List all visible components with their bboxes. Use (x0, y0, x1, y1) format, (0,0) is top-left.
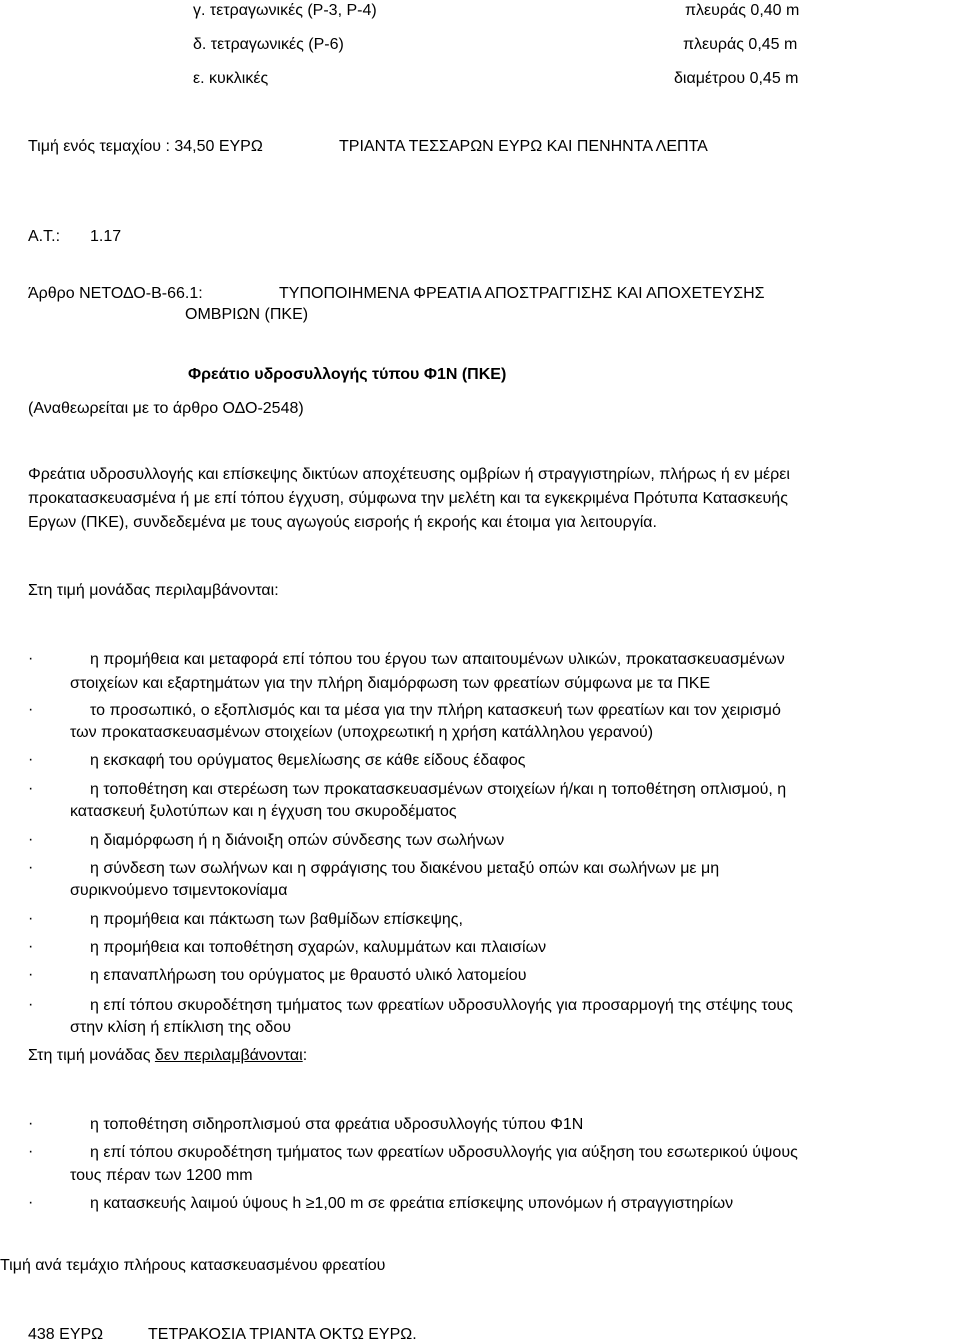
list-item-line1: το προσωπικό, ο εξοπλισμός και τα μέσα για την πλήρη κατασκευή των φρεατίων και τον χειρισμό (90, 702, 781, 719)
bullet-dot: · (28, 831, 34, 848)
list-item-line1: η διαμόρφωση ή η διάνοιξη οπών σύνδεσης των σωλήνων (90, 832, 505, 849)
list-item-line1: η τοποθέτηση σιδηροπλισμού στα φρεάτια υδροσυλλογής τύπου Φ1Ν (90, 1116, 584, 1133)
size-line-e-value: διαμέτρου 0,45 m (674, 70, 799, 87)
list-item-line1: η σύνδεση των σωλήνων και η σφράγισης του διακένου μεταξύ οπών και σωλήνων με μη (90, 860, 720, 877)
article-subtitle: Φρεάτιο υδροσυλλογής τύπου Φ1Ν (ΠΚΕ) (188, 366, 507, 383)
bullet-dot: · (28, 1143, 34, 1160)
list-item-line1: η τοποθέτηση και στερέωση των προκατασκευασμένων στοιχείων ή/και η τοποθέτηση οπλισμού, η (90, 781, 787, 798)
bullet-dot: · (28, 701, 34, 718)
bullet-dot: · (28, 938, 34, 955)
bullet-dot: · (28, 650, 34, 667)
list-item-line1: η επαναπλήρωση του ορύγματος με θραυστό υλικό λατομείου (90, 967, 527, 984)
list-item-line2: στοιχείων και εξαρτημάτων για την πλήρη διαμόρφωση των φρεατίων σύμφωνα με τα ΠΚΕ (70, 675, 711, 692)
bullet-dot: · (28, 1115, 34, 1132)
description-line-2: προκατασκευασμένα ή με επί τόπου έγχυση, σύμφωνα την μελέτη και τα εγκεκριμένα Πρότυπα Κατασκευής (28, 490, 788, 507)
list-item-line1: η προμήθεια και πάκτωση των βαθμίδων επίσκεψης, (90, 911, 463, 928)
size-line-d-label: δ. τετραγωνικές (Ρ-6) (193, 36, 344, 53)
final-price-words: ΤΕΤΡΑΚΟΣΙΑ ΤΡΙΑΝΤΑ ΟΚΤΩ ΕΥΡΩ. (148, 1326, 417, 1343)
size-line-d-value: πλευράς 0,45 m (683, 36, 798, 53)
list-item-line1: η επί τόπου σκυροδέτηση τμήματος των φρεατίων υδροσυλλογής για προσαρμογή της στέψης τους (90, 997, 793, 1014)
excluded-heading-underlined: δεν περιλαμβάνονται (154, 1047, 303, 1064)
bullet-dot: · (28, 780, 34, 797)
excluded-heading-prefix: Στη τιμή μονάδας (28, 1047, 155, 1064)
bullet-dot: · (28, 910, 34, 927)
article-title-line2: ΟΜΒΡΙΩΝ (ΠΚΕ) (185, 306, 309, 323)
description-line-3: Εργων (ΠΚΕ), συνδεδεμένα με τους αγωγούς εισροής ή εκροής και έτοιμα για λειτουργία. (28, 514, 657, 531)
revision-note: (Αναθεωρείται με το άρθρο ΟΔΟ-2548) (28, 400, 304, 417)
included-heading: Στη τιμή μονάδας περιλαμβάνονται: (28, 582, 279, 599)
size-line-c-value: πλευράς 0,40 m (685, 2, 800, 19)
list-item-line2: τους πέραν των 1200 mm (70, 1167, 253, 1184)
previous-price-label: Τιμή ενός τεμαχίου : 34,50 ΕΥΡΩ (28, 138, 263, 155)
list-item-line1: η προμήθεια και μεταφορά επί τόπου του έργου των απαιτουμένων υλικών, προκατασκευασμένων (90, 651, 785, 668)
article-title-line1: ΤΥΠΟΠΟΙΗΜΕΝΑ ΦΡΕΑΤΙΑ ΑΠΟΣΤΡΑΓΓΙΣΗΣ ΚΑΙ ΑΠΟΧΕΤΕΥΣΗΣ (279, 285, 765, 302)
description-line-1: Φρεάτια υδροσυλλογής και επίσκεψης δικτύων αποχέτευσης ομβρίων ή στραγγιστηρίων, πλήρως ή εν μέρει (28, 466, 790, 483)
at-label: Α.Τ.: (28, 228, 61, 245)
size-line-c-label: γ. τετραγωνικές (Ρ-3, Ρ-4) (193, 2, 377, 19)
list-item-line1: η επί τόπου σκυροδέτηση τμήματος των φρεατίων υδροσυλλογής για αύξηση του εσωτερικού ύψους (90, 1144, 798, 1161)
article-code: Άρθρο ΝΕΤΟΔΟ-Β-66.1: (28, 285, 203, 302)
list-item-line2: στην κλίση ή επίκλιση της οδου (70, 1019, 291, 1036)
bullet-dot: · (28, 996, 34, 1013)
bullet-dot: · (28, 859, 34, 876)
bullet-dot: · (28, 966, 34, 983)
bullet-dot: · (28, 751, 34, 768)
final-price-amount: 438 ΕΥΡΩ (28, 1326, 104, 1343)
excluded-heading (28, 1047, 307, 1065)
list-item-line2: συρικνούμενο τσιμεντοκονίαμα (70, 882, 288, 899)
unit-price-label: Τιμή ανά τεμάχιο πλήρους κατασκευασμένου φρεατίου (0, 1257, 386, 1274)
list-item-line1: η εκσκαφή του ορύγματος θεμελίωσης σε κάθε είδους έδαφος (90, 752, 526, 769)
list-item-line2: κατασκευή ξυλοτύπων και η έγχυση του σκυροδέματος (70, 803, 457, 820)
list-item-line2: των προκατασκευασμένων στοιχείων (υποχρεωτική η χρήση κατάλληλου γερανού) (70, 724, 654, 741)
bullet-dot: · (28, 1194, 34, 1211)
list-item-line1: η κατασκευής λαιμού ύψους h ≥1,00 m σε φρεάτια επίσκεψης υπονόμων ή στραγγιστηρίων (90, 1195, 734, 1212)
previous-price-words: ΤΡΙΑΝΤΑ ΤΕΣΣΑΡΩΝ ΕΥΡΩ ΚΑΙ ΠΕΝΗΝΤΑ ΛΕΠΤΑ (339, 138, 708, 155)
at-value: 1.17 (90, 228, 122, 245)
size-line-e-label: ε. κυκλικές (193, 70, 269, 87)
excluded-heading-suffix: : (302, 1047, 308, 1064)
list-item-line1: η προμήθεια και τοποθέτηση σχαρών, καλυμμάτων και πλαισίων (90, 939, 547, 956)
